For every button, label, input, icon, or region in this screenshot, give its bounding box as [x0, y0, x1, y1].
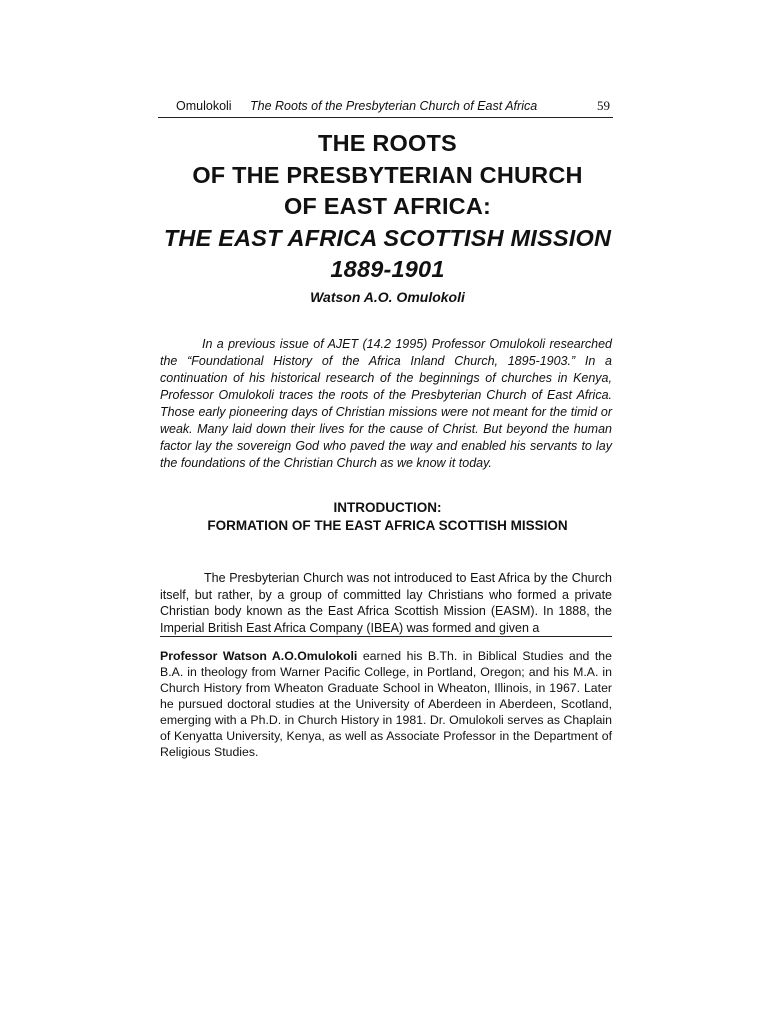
abstract: In a previous issue of AJET (14.2 1995) Professor Omulokoli researched the “Foundational History of the Africa Inland Church, 1895-1903.” In a continuation of his historical research of the beginnings of churches in Kenya, Professor Omulokoli traces the roots of the Presbyterian Church of East Africa. Those early pioneering days of Christian missions were not meant for the timid or weak. Many laid down their lives for the cause of Christ. But beyond the human factor lay the sovereign God who paved the way and enabled his servants to lay the foundations of the Christian Church as we know it today. — [160, 337, 612, 470]
footnote-text: earned his B.Th. in Biblical Studies and the B.A. in theology from Warner Pacific College, in Portland, Oregon; and his M.A. in Church History from Wheaton Graduate School in Wheaton, Illinois, in 1967. Later he pursued doctoral studies at the University of Aberdeen in Aberdeen, Scotland, emerging with a Ph.D. in Church History in 1981. Dr. Omulokoli serves as Chaplain of Kenyatta University, Kenya, as well as Associate Professor in the Department of Religious Studies. — [160, 649, 612, 759]
title-line-1: THE ROOTS — [318, 130, 457, 156]
body-paragraph: The Presbyterian Church was not introduced to East Africa by the Church itself, but rather, by a group of committed lay Christians who formed a private Christian body known as the East Africa Scottish Mission (EASM). In 1888, the Imperial British East Africa Company (IBEA) was formed and given a — [160, 571, 612, 636]
title-line-3: OF EAST AFRICA: — [283, 193, 492, 219]
running-head-author: Omulokoli — [176, 99, 232, 113]
section-heading-line-2: FORMATION OF THE EAST AFRICA SCOTTISH MISSION — [207, 518, 568, 533]
author-footnote — [160, 648, 612, 760]
title-line-4: THE EAST AFRICA SCOTTISH MISSION — [163, 224, 612, 251]
title-line-2: OF THE PRESBYTERIAN CHURCH — [192, 161, 583, 188]
page-number: 59 — [597, 98, 610, 113]
footnote-divider — [160, 636, 612, 637]
article-title — [120, 128, 655, 286]
section-heading — [150, 499, 625, 535]
running-head-title: The Roots of the Presbyterian Church of East Africa — [250, 99, 538, 113]
author-byline: Watson A.O. Omulokoli — [310, 289, 465, 305]
section-heading-line-1: INTRODUCTION: — [333, 500, 442, 515]
running-head — [158, 97, 613, 118]
footnote-author-name: Professor Watson A.O.Omulokoli — [160, 649, 358, 663]
title-line-5: 1889-1901 — [330, 256, 445, 282]
